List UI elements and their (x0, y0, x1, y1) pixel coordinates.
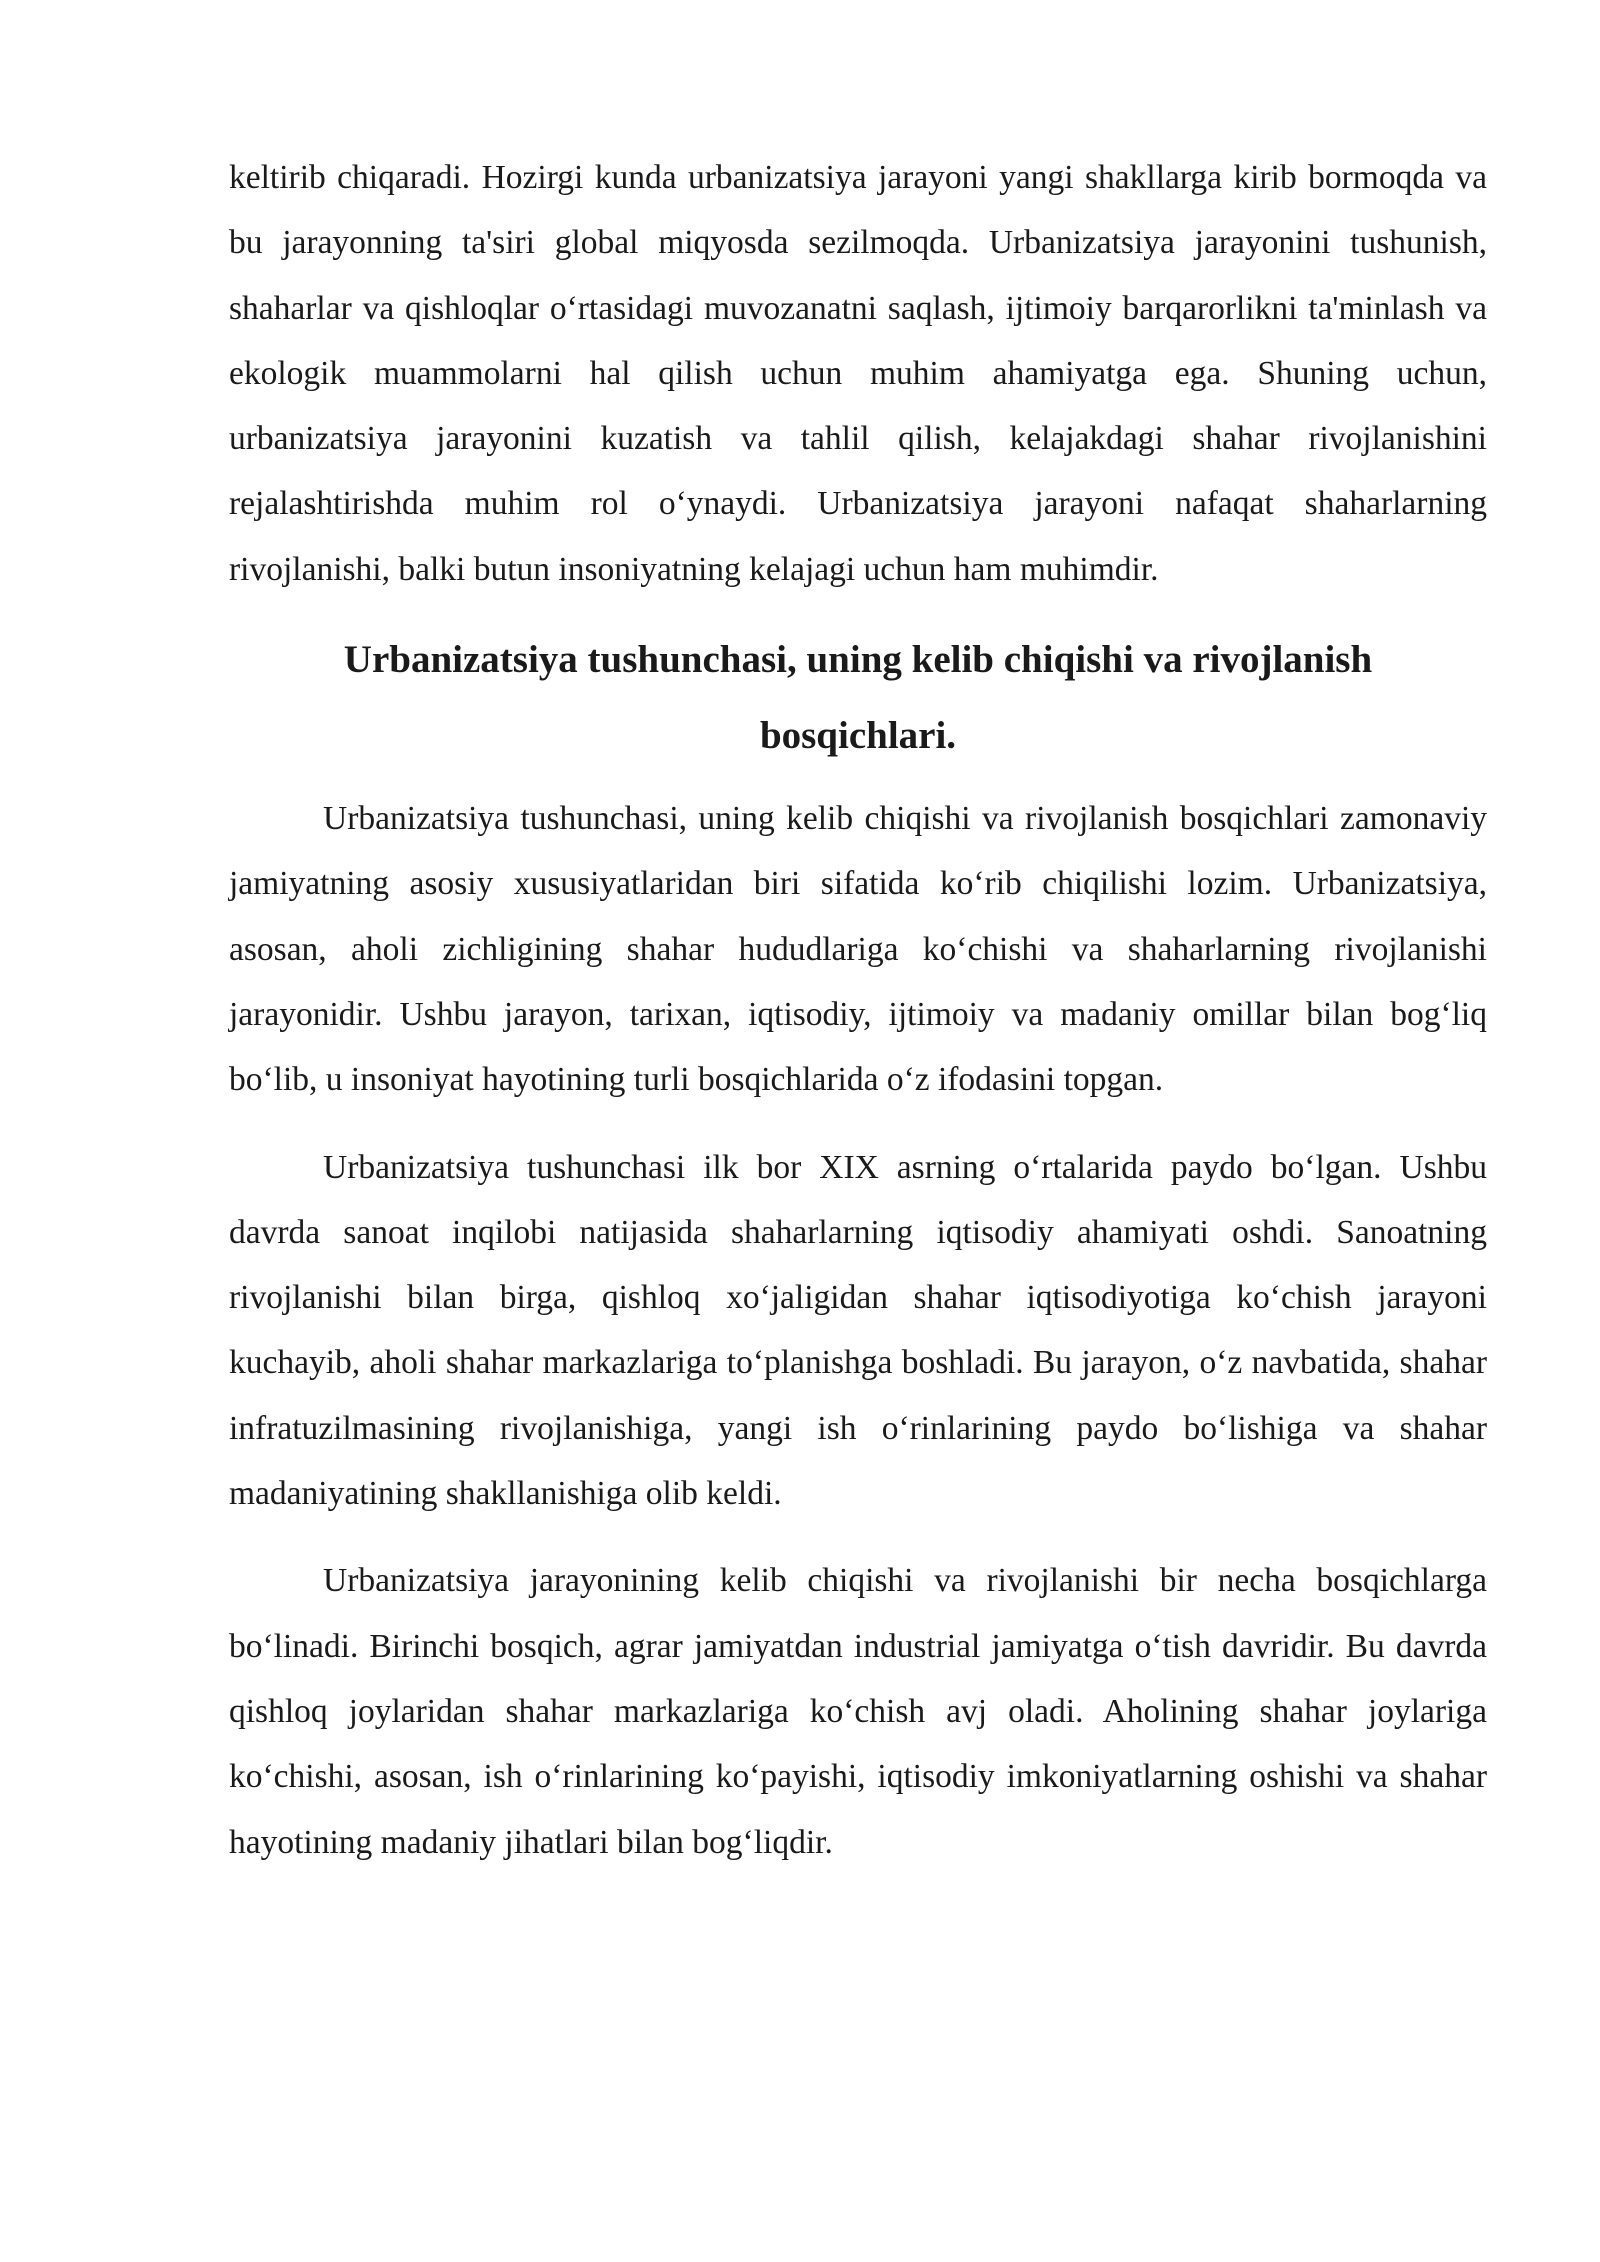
paragraph-2: Urbanizatsiya tushunchasi ilk bor XIX asrning o‘rtalarida paydo bo‘lgan. Ushbu davrda sanoat inqilobi natijasida shaharlarning iqtisodiy ahamiyati oshdi. Sanoatning rivojlanishi bilan birga, qishloq xo‘jaligidan shahar iqtisodiyotiga ko‘chish jarayoni kuchayib, aholi shahar markazlariga to‘planishga boshladi. Bu jarayon, o‘z navbatida, shahar infratuzilmasining rivojlanishiga, yangi ish o‘rinlarining paydo bo‘lishiga va shahar madaniyatining shakllanishiga olib keldi. (229, 1148, 1487, 1513)
paragraph-1: Urbanizatsiya tushunchasi, uning kelib chiqishi va rivojlanish bosqichlari zamonaviy jamiyatning asosiy xususiyatlaridan biri sifatida ko‘rib chiqilishi lozim. Urbanizatsiya, asosan, aholi zichligining shahar hududlariga ko‘chishi va shaharlarning rivojlanishi jarayonidir. Ushbu jarayon, tarixan, iqtisodiy, ijtimoiy va madaniy omillar bilan bog‘liq bo‘lib, u insoniyat hayotining turli bosqichlarida o‘z ifodasini topgan. (229, 800, 1487, 1099)
paragraph-continued: keltirib chiqaradi. Hozirgi kunda urbanizatsiya jarayoni yangi shakllarga kirib bormoqda va bu jarayonning ta'siri global miqyosda sezilmoqda. Urbanizatsiya jarayonini tushunish, shaharlar va qishloqlar o‘rtasidagi muvozanatni saqlash, ijtimoiy barqarorlikni ta'minlash va ekologik muammolarni hal qilish uchun muhim ahamiyatga ega. Shuning uchun, urbanizatsiya jarayonini kuzatish va tahlil qilish, kelajakdagi shahar rivojlanishini rejalashtirishda muhim rol o‘ynaydi. Urbanizatsiya jarayoni nafaqat shaharlarning rivojlanishi, balki butun insoniyatning kelajagi uchun ham muhimdir. (229, 159, 1487, 588)
paragraph-3: Urbanizatsiya jarayonining kelib chiqishi va rivojlanishi bir necha bosqichlarga bo‘linadi. Birinchi bosqich, agrar jamiyatdan industrial jamiyatga o‘tish davridir. Bu davrda qishloq joylaridan shahar markazlariga ko‘chish avj oladi. Aholining shahar joylariga ko‘chishi, asosan, ish o‘rinlarining ko‘payishi, iqtisodiy imkoniyatlarning oshishi va shahar hayotining madaniy jihatlari bilan bog‘liqdir. (229, 1562, 1487, 1861)
section-heading: Urbanizatsiya tushunchasi, uning kelib chiqishi va rivojlanish bosqichlari. (343, 638, 1373, 758)
document-page (229, 145, 1487, 1875)
